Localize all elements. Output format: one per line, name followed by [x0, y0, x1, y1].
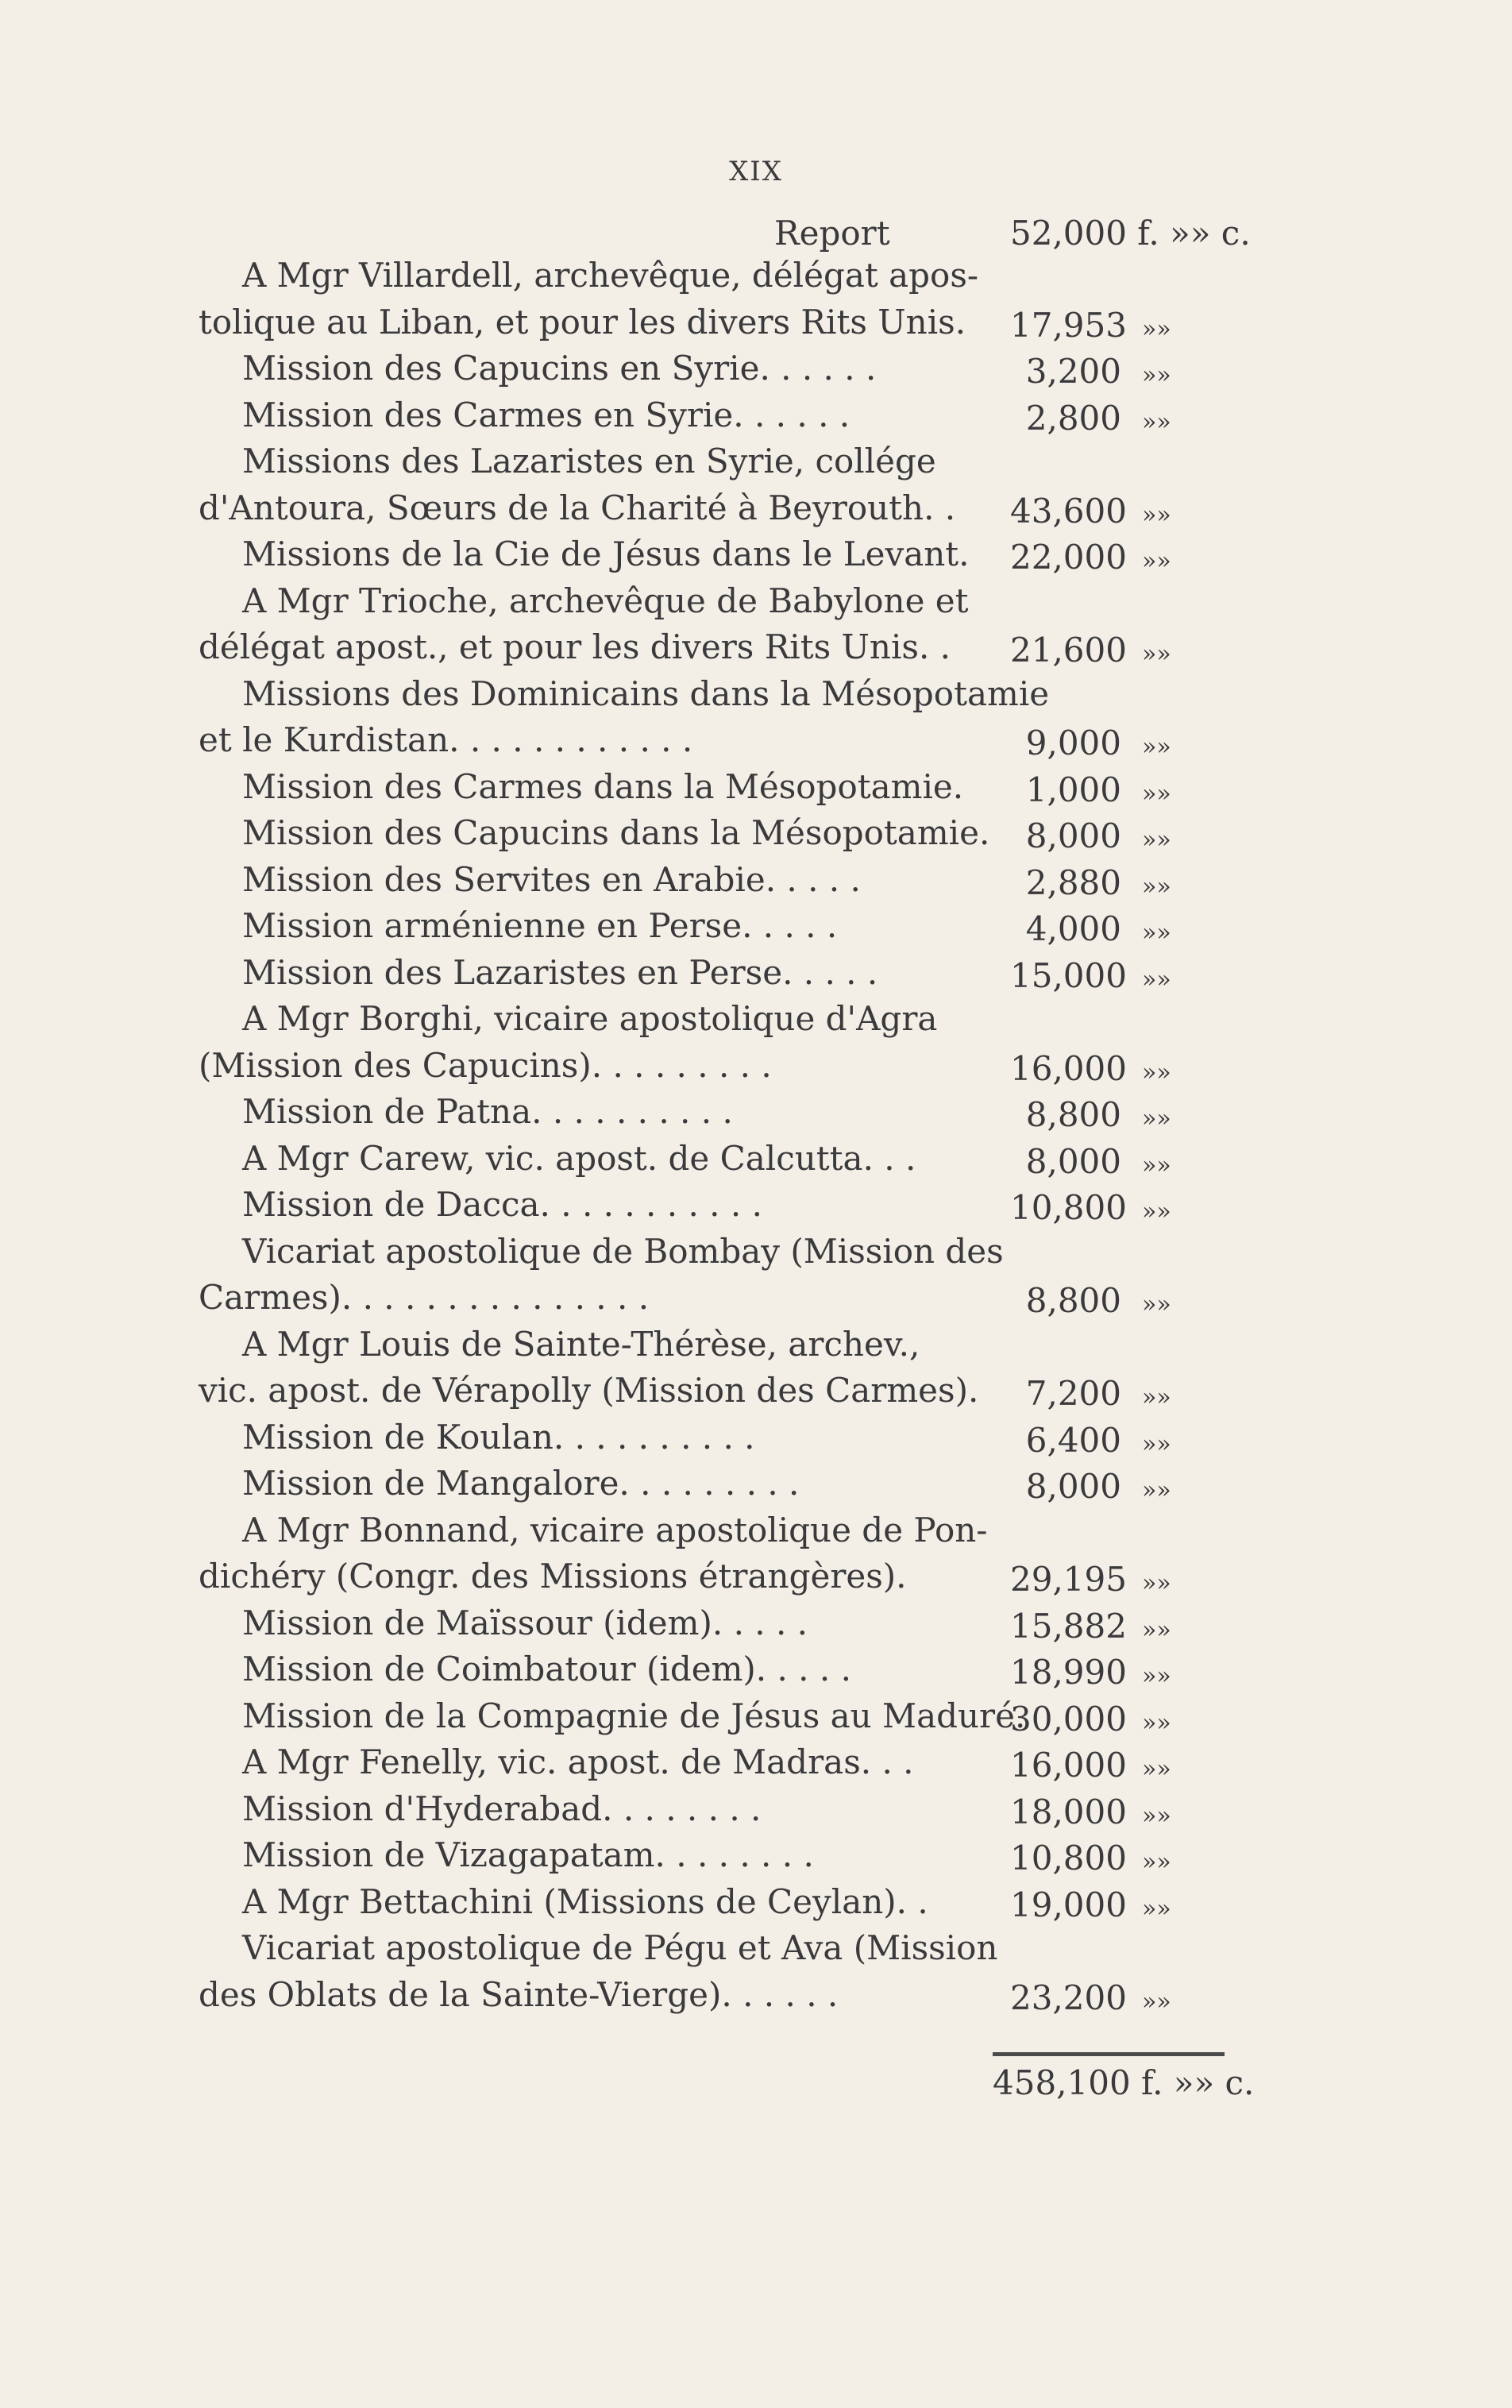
entry-text-line: A Mgr Borghi, vicaire apostolique d'Agra [242, 999, 938, 1038]
ledger-entry [199, 1786, 1231, 1833]
amount-value: 22,000 [1010, 538, 1127, 577]
amount-value: 21,600 [1010, 631, 1127, 670]
ledger-entry [199, 1693, 1231, 1740]
amount-value: 29,195 [1010, 1560, 1127, 1599]
ledger-entry [199, 1322, 1231, 1414]
amount-value: 8,000 [1025, 816, 1121, 855]
entry-text-line: Missions de la Cie de Jésus dans le Levant. [242, 534, 970, 573]
entry-text-line: Mission des Lazaristes en Perse. . . . . [242, 952, 878, 992]
entry-text-line: A Mgr Louis de Sainte-Thérèse, archev., [242, 1324, 920, 1364]
ledger-entry [199, 1182, 1231, 1229]
entry-text-line: des Oblats de la Sainte-Vierge). . . . . . [199, 1974, 839, 2014]
amount-unit: »» [1142, 547, 1171, 575]
ledger-entry [199, 438, 1231, 531]
entry-text-line: A Mgr Bonnand, vicaire apostolique de Pon- [242, 1510, 988, 1549]
amount-value: 2,880 [1025, 862, 1121, 902]
ledger-entry [199, 1925, 1231, 2018]
entry-text-line: A Mgr Bettachini (Missions de Ceylan). . [242, 1881, 928, 1921]
entry-text-line: Mission des Carmes en Syrie. . . . . . [242, 395, 850, 434]
ledger-entry [199, 392, 1231, 439]
amount-value: 10,800 [1010, 1188, 1127, 1227]
entry-text-line: A Mgr Trioche, archevêque de Babylone et [242, 581, 969, 620]
amount-value: 7,200 [1025, 1374, 1121, 1413]
amount-value: 17,953 [1010, 305, 1127, 345]
ledger-entry [199, 810, 1231, 857]
ledger-entry [199, 1414, 1231, 1461]
amount-unit: »» [1142, 361, 1171, 389]
ledger-entry [199, 950, 1231, 997]
amount-unit: »» [1142, 1198, 1171, 1225]
entry-text-line: Missions des Lazaristes en Syrie, collége [242, 442, 936, 480]
entry-text-line: Vicariat apostolique de Bombay (Mission des [242, 1231, 1004, 1271]
entry-text-line: Mission de Koulan. . . . . . . . . . [242, 1417, 755, 1457]
amount-value: 1,000 [1025, 770, 1121, 809]
amount-unit: »» [1142, 919, 1171, 947]
amount-value: 9,000 [1025, 724, 1121, 762]
grand-total: 458,100 f. »» c. [993, 2063, 1255, 2102]
ledger-entry [199, 1136, 1231, 1183]
total-rule [993, 2052, 1225, 2056]
amount-value: 15,000 [1010, 955, 1127, 995]
entry-text-line: Mission arménienne en Perse. . . . . [242, 906, 838, 945]
entry-amount [1010, 724, 1316, 762]
amount-unit: »» [1142, 1476, 1171, 1504]
entry-text-line: Mission des Carmes dans la Mésopotamie. [242, 766, 964, 806]
entry-text-line: délégat apost., et pour les divers Rits Unis. . [199, 627, 951, 666]
amount-unit: »» [1142, 407, 1171, 436]
entry-text-line: Mission des Capucins en Syrie. . . . . . [242, 349, 877, 388]
entry-amount [1010, 1142, 1316, 1181]
amount-unit: »» [1142, 872, 1171, 901]
entry-text-line: Carmes). . . . . . . . . . . . . . . [199, 1278, 650, 1317]
amount-unit: »» [1142, 1894, 1171, 1923]
entry-text-line: vic. apost. de Vérapolly (Mission des Carmes). [199, 1371, 979, 1410]
amount-unit: »» [1142, 1615, 1171, 1644]
amount-unit: »» [1142, 1708, 1171, 1737]
entry-amount [1010, 1978, 1316, 2017]
report-line [199, 205, 1251, 253]
ledger-entry [199, 1461, 1231, 1507]
page-number: XIX [729, 156, 783, 187]
entry-text-line: dichéry (Congr. des Missions étrangères). [199, 1557, 907, 1596]
entry-text-line: et le Kurdistan. . . . . . . . . . . . [199, 720, 693, 759]
amount-unit: »» [1142, 1848, 1171, 1876]
amount-value: 4,000 [1025, 909, 1121, 948]
entry-text-line: Missions des Dominicains dans la Mésopotamie [242, 673, 1050, 713]
entry-amount [1010, 1188, 1316, 1227]
amount-value: 18,000 [1010, 1792, 1127, 1831]
entry-amount [1010, 816, 1316, 855]
amount-unit: »» [1142, 1383, 1171, 1411]
ledger-entry [199, 903, 1231, 950]
amount-unit: »» [1142, 1058, 1171, 1086]
ledger-entry [199, 345, 1231, 392]
entry-amount [1010, 1095, 1316, 1134]
amount-unit: »» [1142, 779, 1171, 808]
amount-unit: »» [1142, 965, 1171, 994]
amount-unit: »» [1142, 1291, 1171, 1318]
amount-value: 2,800 [1025, 398, 1121, 438]
ledger-entry [199, 1646, 1231, 1693]
amount-value: 8,000 [1025, 1467, 1121, 1506]
entry-text-line: (Mission des Capucins). . . . . . . . . [199, 1045, 772, 1085]
amount-unit: »» [1142, 1430, 1171, 1458]
entry-text-line: Mission de Maïssour (idem). . . . . [242, 1603, 808, 1642]
mission-ledger [199, 253, 1231, 2018]
entry-amount [1010, 1049, 1316, 1088]
entry-amount [1010, 1700, 1316, 1738]
entry-amount [1010, 1281, 1316, 1320]
amount-unit: »» [1142, 1151, 1171, 1179]
entry-amount [1010, 631, 1316, 670]
entry-text-line: Mission de Dacca. . . . . . . . . . . [242, 1185, 762, 1224]
amount-unit: »» [1142, 826, 1171, 854]
entry-amount [1010, 1374, 1316, 1413]
entry-text-line: Mission d'Hyderabad. . . . . . . . [242, 1789, 762, 1828]
amount-value: 18,990 [1010, 1653, 1127, 1692]
report-label: Report [774, 214, 890, 253]
amount-value: 3,200 [1025, 352, 1121, 391]
ledger-entry [199, 1229, 1231, 1322]
entry-amount [1010, 1792, 1316, 1831]
amount-unit: »» [1142, 640, 1171, 668]
ledger-entry [199, 1089, 1231, 1136]
amount-unit: »» [1142, 315, 1171, 343]
amount-value: 16,000 [1010, 1746, 1127, 1785]
entry-amount [1010, 1421, 1316, 1460]
entry-text-line: Mission de Mangalore. . . . . . . . . [242, 1464, 800, 1503]
entry-text-line: Vicariat apostolique de Pégu et Ava (Mission [242, 1928, 998, 1967]
ledger-entry [199, 578, 1231, 671]
amount-value: 19,000 [1010, 1885, 1127, 1924]
entry-text-line: Mission de Vizagapatam. . . . . . . . [242, 1835, 814, 1874]
entry-amount [1010, 1467, 1316, 1506]
ledger-entry [199, 857, 1231, 904]
entry-text-line: Mission de Coimbatour (idem). . . . . [242, 1650, 851, 1688]
amount-unit: »» [1142, 500, 1171, 529]
amount-value: 8,800 [1025, 1281, 1121, 1320]
amount-value: 23,200 [1010, 1978, 1127, 2017]
amount-value: 8,000 [1025, 1141, 1121, 1181]
amount-value: 16,000 [1010, 1048, 1127, 1088]
entry-amount [1010, 956, 1316, 995]
ledger-entry [199, 253, 1231, 345]
entry-text-line: tolique au Liban, et pour les divers Rits Unis. [199, 302, 966, 342]
entry-amount [1010, 1839, 1316, 1877]
entry-text-line: A Mgr Fenelly, vic. apost. de Madras. . . [242, 1742, 914, 1781]
entry-amount [1010, 492, 1316, 531]
ledger-entry [199, 1832, 1231, 1879]
ledger-entry [199, 1739, 1231, 1786]
entry-amount [1010, 909, 1316, 948]
ledger-entry [199, 531, 1231, 578]
amount-value: 6,400 [1025, 1420, 1121, 1460]
entry-amount [1010, 1607, 1316, 1646]
entry-amount [1010, 352, 1316, 391]
amount-unit: »» [1142, 1801, 1171, 1830]
amount-value: 43,600 [1010, 491, 1127, 531]
entry-text-line: Mission de Patna. . . . . . . . . . [242, 1092, 733, 1131]
amount-value: 30,000 [1010, 1699, 1127, 1738]
amount-value: 10,800 [1010, 1839, 1127, 1877]
ledger-entry [199, 1879, 1231, 1926]
amount-unit: »» [1142, 1105, 1171, 1133]
entry-text-line: Mission des Servites en Arabie. . . . . [242, 859, 861, 899]
ledger-entry [199, 764, 1231, 811]
entry-amount [1010, 1560, 1316, 1599]
entry-amount [1010, 538, 1316, 577]
entry-amount [1010, 770, 1316, 809]
report-amount: 52,000 f. »» c. [1010, 214, 1251, 253]
entry-text-line: A Mgr Villardell, archevêque, délégat apos- [242, 256, 979, 295]
entry-text-line: Mission des Capucins dans la Mésopotamie. [242, 813, 990, 852]
entry-amount [1010, 306, 1316, 345]
amount-unit: »» [1142, 1662, 1171, 1690]
entry-amount [1010, 863, 1316, 902]
entry-text-line: d'Antoura, Sœurs de la Charité à Beyrouth. . [199, 488, 956, 527]
entry-text-line: A Mgr Carew, vic. apost. de Calcutta. . . [242, 1138, 916, 1178]
amount-unit: »» [1142, 733, 1171, 761]
amount-unit: »» [1142, 1569, 1171, 1597]
entry-amount [1010, 1653, 1316, 1692]
ledger-entry [199, 996, 1231, 1089]
entry-amount [1010, 399, 1316, 438]
entry-text-line: Mission de la Compagnie de Jésus au Maduré. [242, 1696, 1026, 1735]
entry-amount [1010, 1885, 1316, 1924]
amount-value: 8,800 [1025, 1095, 1121, 1134]
entry-amount [1010, 1746, 1316, 1785]
ledger-entry [199, 671, 1231, 764]
ledger-entry [199, 1507, 1231, 1600]
ledger-entry [199, 1600, 1231, 1647]
amount-value: 15,882 [1010, 1606, 1127, 1646]
amount-unit: »» [1142, 1755, 1171, 1783]
amount-unit: »» [1142, 1987, 1171, 2016]
